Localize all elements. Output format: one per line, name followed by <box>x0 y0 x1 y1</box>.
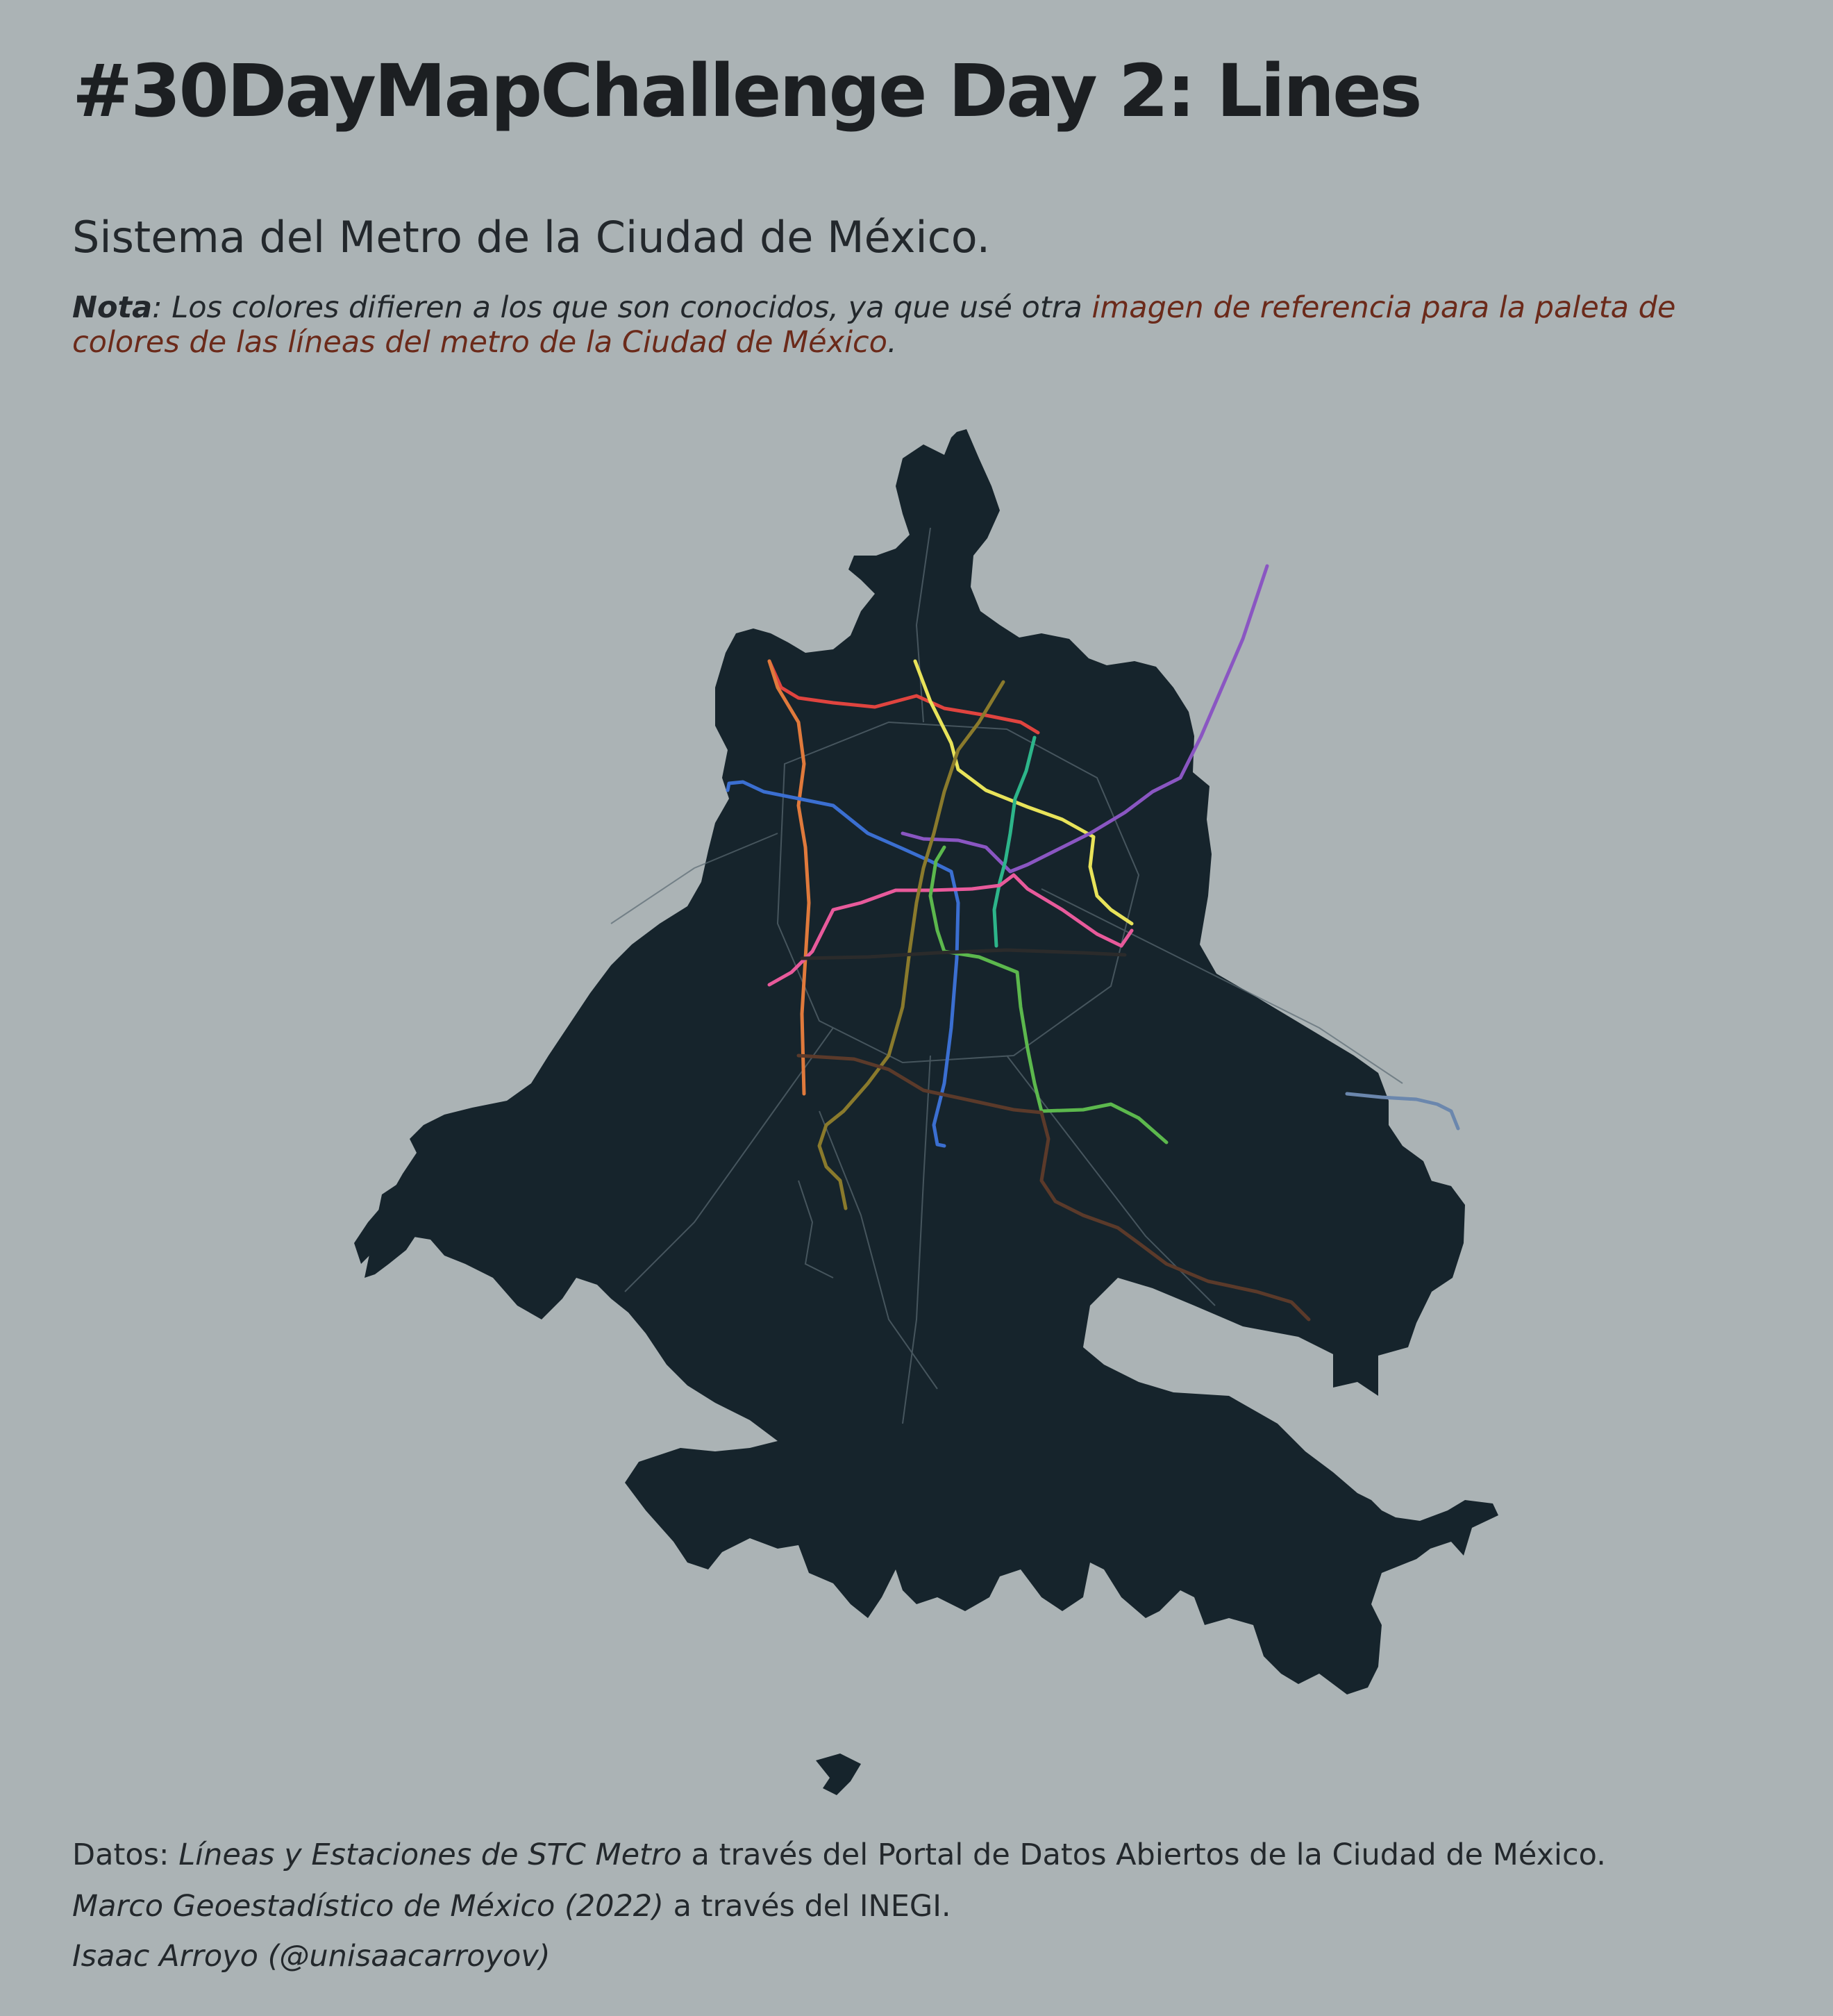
south-outlier <box>816 1753 861 1795</box>
via-text-2: a través del <box>663 1889 860 1924</box>
datos-separator: : <box>159 1838 179 1872</box>
inegi-link[interactable]: INEGI <box>859 1889 941 1924</box>
credits-data <box>72 1838 1606 1872</box>
credits-geo <box>72 1889 951 1924</box>
datos-label: Datos <box>72 1838 160 1872</box>
map-subtitle: Sistema del Metro de la Ciudad de México. <box>72 212 991 263</box>
via-text-1: a través del <box>681 1838 878 1872</box>
reference-link[interactable]: imagen de referencia para la paleta de colores de las líneas del metro de la Ciudad de México <box>72 290 1676 360</box>
portal-link[interactable]: Portal de Datos Abiertos de la Ciudad de México <box>877 1838 1597 1872</box>
color-note <box>72 290 1759 360</box>
author-credit: Isaac Arroyo (@unisaacarroyov) <box>72 1939 551 1974</box>
metro-map <box>0 389 1833 1833</box>
end-text-2: . <box>941 1889 951 1924</box>
city-land <box>354 429 1498 1795</box>
map-title: #30DayMapChallenge Day 2: Lines <box>72 49 1421 133</box>
end-text-1: . <box>1596 1838 1606 1872</box>
note-end: . <box>887 325 897 360</box>
source-marco: Marco Geoestadístico de México (2022) <box>72 1889 664 1924</box>
note-text: : Los colores difieren a los que son conocidos, ya que usé otra <box>152 290 1092 325</box>
city-outline <box>354 429 1498 1694</box>
source-metro: Líneas y Estaciones de STC Metro <box>178 1838 682 1872</box>
note-lead: Nota <box>72 290 153 325</box>
